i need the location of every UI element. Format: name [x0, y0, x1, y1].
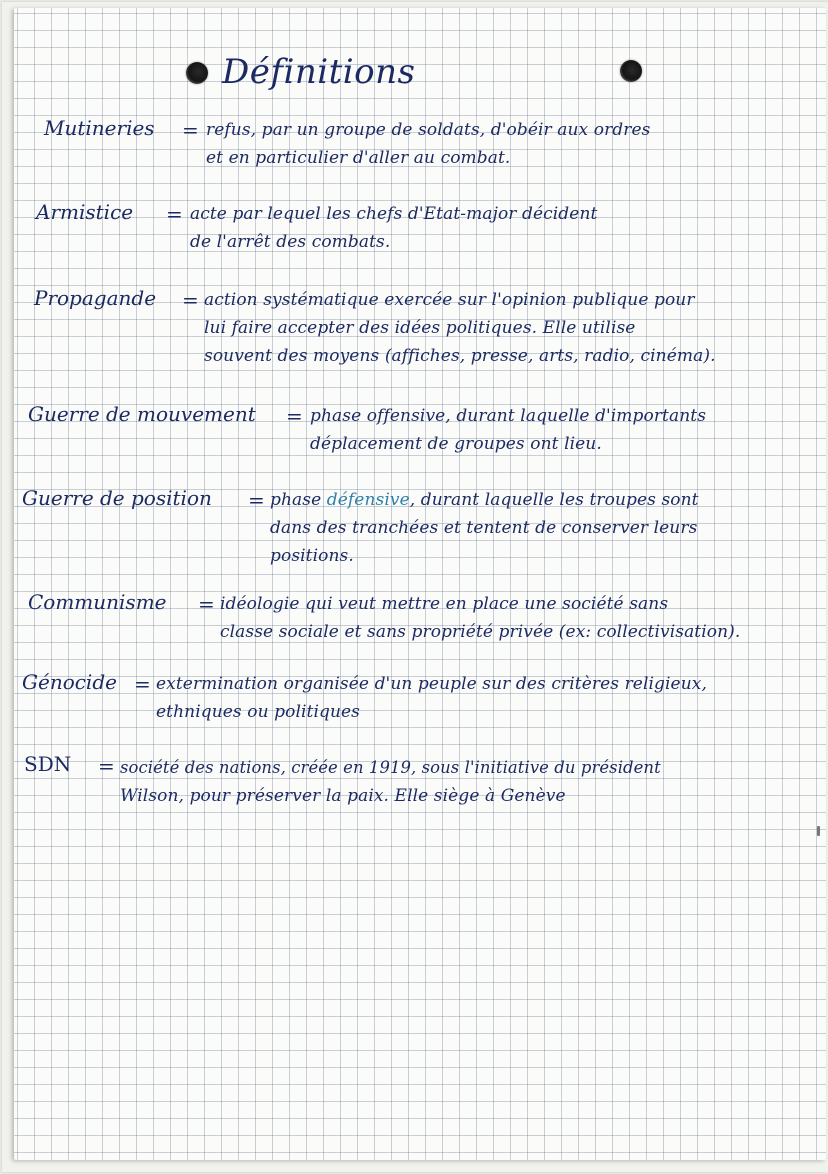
equals-sign: =: [98, 754, 115, 778]
notebook-page: [14, 8, 826, 1160]
term-armistice: Armistice: [36, 200, 134, 224]
term-guerre-de-mouvement: Guerre de mouvement: [28, 402, 256, 426]
definition-line: Wilson, pour préserver la paix. Elle siège à Genève: [120, 786, 566, 806]
punch-hole-left: [186, 62, 208, 84]
definition-line: de l'arrêt des combats.: [190, 232, 391, 252]
page-edge-mark: [817, 826, 820, 836]
equals-sign: =: [134, 672, 151, 696]
equals-sign: =: [182, 118, 199, 142]
term-genocide: Génocide: [22, 670, 117, 694]
definition-line: extermination organisée d'un peuple sur des critères religieux,: [156, 674, 707, 694]
equals-sign: =: [166, 202, 183, 226]
definition-text: , durant laquelle les troupes sont: [409, 490, 699, 510]
term-mutineries: Mutineries: [44, 116, 155, 140]
definition-line: refus, par un groupe de soldats, d'obéir aux ordres: [206, 120, 651, 140]
definition-line: action systématique exercée sur l'opinion publique pour: [204, 290, 695, 310]
definition-line: phase offensive, durant laquelle d'importants: [310, 406, 707, 426]
definition-line: idéologie qui veut mettre en place une société sans: [220, 594, 669, 614]
term-sdn: SDN: [24, 752, 72, 776]
definition-line: positions.: [270, 546, 354, 566]
definition-line: dans des tranchées et tentent de conserver leurs: [270, 518, 698, 538]
definition-line: classe sociale et sans propriété privée (ex: collectivisation).: [220, 622, 741, 642]
definition-line: souvent des moyens (affiches, presse, arts, radio, cinéma).: [204, 346, 716, 366]
definition-text: phase: [270, 490, 327, 510]
definition-line: déplacement de groupes ont lieu.: [310, 434, 602, 454]
definition-line: acte par lequel les chefs d'Etat-major décident: [190, 204, 598, 224]
equals-sign: =: [248, 488, 265, 512]
page-title: Définitions: [222, 52, 416, 92]
definition-line: lui faire accepter des idées politiques. Elle utilise: [204, 318, 636, 338]
equals-sign: =: [198, 592, 215, 616]
term-propagande: Propagande: [34, 286, 157, 310]
punch-hole-right: [620, 60, 642, 82]
definition-line: ethniques ou politiques: [156, 702, 361, 722]
definition-line: société des nations, créée en 1919, sous l'initiative du président: [120, 758, 661, 777]
term-communisme: Communisme: [28, 590, 167, 614]
definition-line: [270, 490, 699, 510]
definition-line: et en particulier d'aller au combat.: [206, 148, 511, 168]
term-guerre-de-position: Guerre de position: [22, 486, 212, 510]
highlighted-word: défensive: [326, 490, 410, 510]
equals-sign: =: [286, 404, 303, 428]
equals-sign: =: [182, 288, 199, 312]
